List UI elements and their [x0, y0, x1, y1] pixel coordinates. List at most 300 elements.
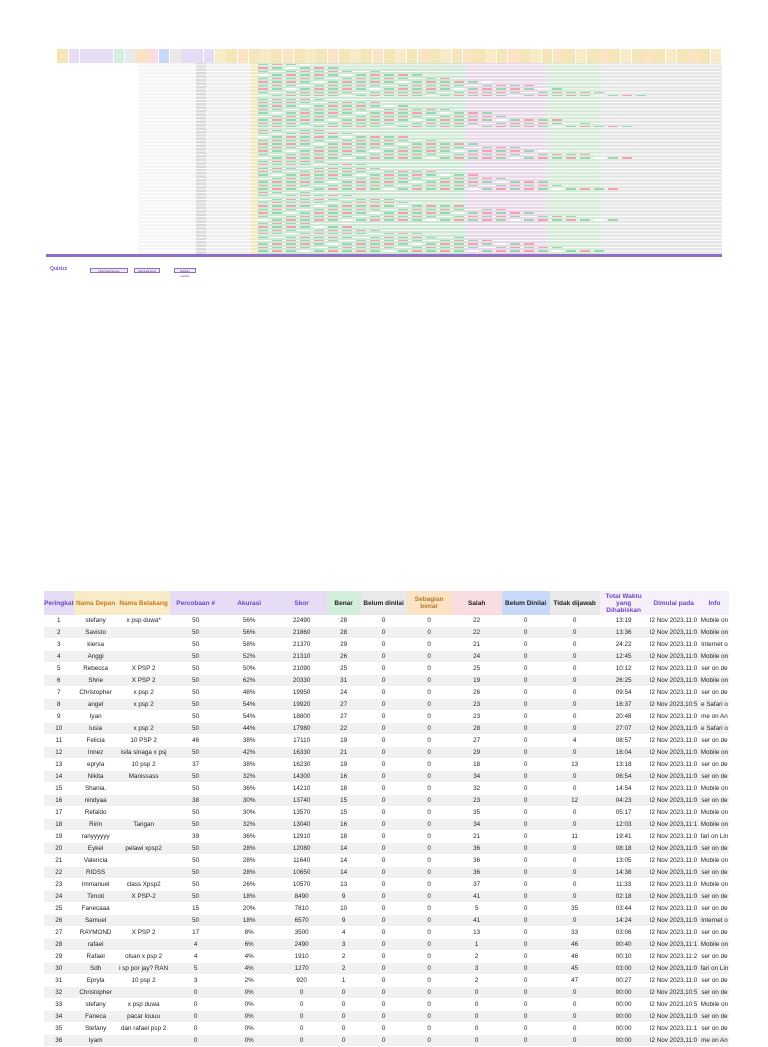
cell-accuracy: 58%: [222, 639, 277, 651]
mini-cell-fill: [482, 209, 492, 210]
mini-cell-fill: [356, 174, 366, 175]
mini-cell-fill: [342, 74, 352, 75]
table-row[interactable]: [44, 1011, 729, 1023]
mini-cell-fill: [440, 237, 450, 238]
mini-cell-fill: [356, 143, 366, 144]
table-row[interactable]: [44, 675, 729, 687]
cell-accuracy: 0%: [222, 1011, 277, 1023]
cell-rank: 18: [44, 819, 74, 831]
mini-cell-fill: [258, 216, 268, 217]
table-row[interactable]: [44, 831, 729, 843]
cell-ungraded: 0: [361, 699, 407, 711]
mini-cell-fill: [538, 157, 548, 158]
mini-cell-fill: [300, 209, 310, 210]
col-header-partial[interactable]: Sebagian benar: [407, 591, 452, 615]
mini-cell-fill: [468, 126, 478, 127]
mini-cell-fill: [370, 81, 380, 82]
cell-incorrect: 19: [452, 675, 502, 687]
table-row[interactable]: [44, 795, 729, 807]
col-header-correct[interactable]: Benar: [327, 591, 361, 615]
mini-cell-fill: [356, 157, 366, 158]
cell-unanswered: 0: [550, 711, 600, 723]
mini-cell-fill: [356, 150, 366, 151]
table-row[interactable]: [44, 747, 729, 759]
table-row[interactable]: [44, 639, 729, 651]
cell-score: 3500: [277, 927, 327, 939]
mini-cell-fill: [286, 195, 296, 196]
col-header-ungraded-2[interactable]: Belum Dinilai: [502, 591, 550, 615]
cell-info: Mobile on: [700, 747, 730, 759]
table-row[interactable]: [44, 723, 729, 735]
cell-started-at: l2 Nov 2023,11:0: [648, 963, 700, 975]
cell-accuracy: 28%: [222, 855, 277, 867]
mini-cell-fill: [328, 95, 338, 96]
mini-cell-fill: [342, 226, 352, 227]
mini-cell-fill: [356, 243, 366, 244]
table-row[interactable]: [44, 843, 729, 855]
mini-cell-fill: [272, 192, 282, 193]
cell-score: 0: [277, 1035, 327, 1047]
mini-cell-fill: [454, 157, 464, 158]
cell-rank: 22: [44, 867, 74, 879]
mini-cell-fill: [300, 240, 310, 241]
table-row[interactable]: [44, 939, 729, 951]
mini-cell-fill: [426, 143, 436, 144]
table-row[interactable]: [44, 855, 729, 867]
mini-cell-fill: [412, 247, 422, 248]
mini-cell-fill: [384, 243, 394, 244]
mini-cell-fill: [314, 88, 324, 89]
mini-cell-fill: [370, 92, 380, 93]
cell-accuracy: 18%: [222, 915, 277, 927]
cell-score: 0: [277, 999, 327, 1011]
mini-cell-fill: [398, 205, 408, 206]
mini-cell-fill: [258, 143, 268, 144]
mini-cell-fill: [440, 85, 450, 86]
col-header-unanswered[interactable]: Tidak dijawab: [550, 591, 600, 615]
cell-incorrect: 34: [452, 771, 502, 783]
table-row[interactable]: [44, 771, 729, 783]
cell-attempt: 50: [170, 747, 222, 759]
mini-cell-fill: [398, 136, 408, 137]
cell-info: ser on de: [700, 795, 730, 807]
mini-cell-fill: [510, 250, 520, 251]
cell-ungraded: 0: [361, 747, 407, 759]
cell-accuracy: 36%: [222, 831, 277, 843]
mini-cell-fill: [454, 154, 464, 155]
mini-cell-fill: [286, 205, 296, 206]
table-row[interactable]: [44, 951, 729, 963]
mini-cell-fill: [258, 230, 268, 231]
cell-attempt: 50: [170, 855, 222, 867]
mini-cell-fill: [314, 85, 324, 86]
mini-cell-fill: [552, 119, 562, 120]
mini-cell-fill: [272, 67, 282, 68]
mini-cell-fill: [356, 233, 366, 234]
mini-cell-fill: [300, 202, 310, 203]
mini-cell-fill: [286, 174, 296, 175]
col-header-info[interactable]: Info: [700, 591, 730, 615]
cell-started-at: l2 Nov 2023,11:1: [648, 819, 700, 831]
cell-incorrect: 1: [452, 939, 502, 951]
mini-cell-fill: [412, 112, 422, 113]
table-row[interactable]: [44, 1035, 729, 1047]
mini-cell-fill: [272, 78, 282, 79]
table-row[interactable]: [44, 699, 729, 711]
mini-cell-fill: [370, 157, 380, 158]
cell-correct: 15: [327, 807, 361, 819]
cell-score: 17980: [277, 723, 327, 735]
cell-rank: 17: [44, 807, 74, 819]
cell-incorrect: 35: [452, 807, 502, 819]
col-header-started-at[interactable]: Dimulai pada: [648, 591, 700, 615]
col-header-first-name[interactable]: Nama Depan: [74, 591, 118, 615]
cell-rank: 31: [44, 975, 74, 987]
mini-cell-fill: [356, 71, 366, 72]
cell-last-name: x psp duwa: [118, 999, 170, 1011]
col-header-rank[interactable]: Peringkat: [44, 591, 74, 615]
cell-accuracy: 36%: [222, 783, 277, 795]
mini-cell-fill: [524, 216, 534, 217]
cell-incorrect: 34: [452, 819, 502, 831]
mini-cell-fill: [468, 143, 478, 144]
mini-cell-fill: [384, 74, 394, 75]
cell-unanswered: 12: [550, 795, 600, 807]
mini-cell-fill: [398, 85, 408, 86]
mini-cell-fill: [510, 188, 520, 189]
table-row[interactable]: [44, 711, 729, 723]
mini-cell-fill: [328, 240, 338, 241]
mini-cell-fill: [524, 95, 534, 96]
table-row[interactable]: [44, 879, 729, 891]
mini-cell-fill: [426, 178, 436, 179]
mini-cell-fill: [342, 71, 352, 72]
mini-cell-fill: [510, 247, 520, 248]
mini-cell-fill: [454, 178, 464, 179]
col-header-incorrect[interactable]: Salah: [452, 591, 502, 615]
cell-last-name: [118, 915, 170, 927]
cell-total-time: 03:44: [600, 903, 648, 915]
mini-cell-fill: [286, 71, 296, 72]
mini-cell-fill: [314, 250, 324, 251]
cell-started-at: l2 Nov 2023,10:5: [648, 699, 700, 711]
mini-header-cell: [407, 49, 418, 63]
cell-incorrect: 18: [452, 759, 502, 771]
table-row[interactable]: [44, 867, 729, 879]
mini-cell-fill: [286, 185, 296, 186]
mini-cell-fill: [384, 178, 394, 179]
mini-cell-fill: [314, 150, 324, 151]
mini-cell-fill: [524, 212, 534, 213]
mini-cell-fill: [412, 181, 422, 182]
mini-cell-fill: [482, 112, 492, 113]
mini-cell-fill: [538, 150, 548, 151]
cell-score: 12910: [277, 831, 327, 843]
mini-cell-fill: [258, 64, 268, 65]
table-row[interactable]: [44, 999, 729, 1011]
mini-cell-fill: [426, 81, 436, 82]
cell-unanswered: 0: [550, 627, 600, 639]
cell-score: 6570: [277, 915, 327, 927]
cell-accuracy: 2%: [222, 975, 277, 987]
cell-info: ser on de: [700, 951, 730, 963]
mini-header-cell: [576, 49, 587, 63]
mini-cell-fill: [272, 164, 282, 165]
cell-attempt: 0: [170, 1011, 222, 1023]
mini-cell-fill: [314, 133, 324, 134]
mini-cell-fill: [286, 140, 296, 141]
mini-cell-fill: [342, 133, 352, 134]
cell-unanswered: 46: [550, 951, 600, 963]
table-row[interactable]: [44, 819, 729, 831]
mini-cell-fill: [370, 102, 380, 103]
mini-cell-fill: [510, 150, 520, 151]
cell-ungraded: 0: [361, 675, 407, 687]
cell-incorrect: 3: [452, 963, 502, 975]
table-row[interactable]: [44, 735, 729, 747]
mini-cell-fill: [524, 250, 534, 251]
table-row[interactable]: [44, 903, 729, 915]
cell-partial: 0: [407, 759, 452, 771]
mini-cell-fill: [482, 157, 492, 158]
mini-cell-fill: [454, 188, 464, 189]
mini-header-cell: [440, 49, 451, 63]
mini-cell-fill: [328, 143, 338, 144]
table-row[interactable]: [44, 663, 729, 675]
cell-ungraded: 0: [361, 783, 407, 795]
mini-header-cell: [666, 49, 677, 63]
mini-cell-fill: [384, 237, 394, 238]
mini-cell-fill: [440, 185, 450, 186]
mini-cell-fill: [314, 161, 324, 162]
mini-cell-fill: [286, 209, 296, 210]
mini-cell-fill: [258, 195, 268, 196]
table-row[interactable]: [44, 1023, 729, 1035]
mini-header-cell: [711, 49, 722, 63]
mini-cell-fill: [342, 185, 352, 186]
mini-cell-fill: [272, 237, 282, 238]
mini-cell-fill: [426, 140, 436, 141]
mini-cell-fill: [314, 78, 324, 79]
share-button[interactable]: Bagikan Laporan: [174, 268, 196, 273]
cell-partial: 0: [407, 855, 452, 867]
cell-rank: 36: [44, 1035, 74, 1047]
cell-partial: 0: [407, 783, 452, 795]
mini-header-cell: [181, 49, 192, 63]
mini-cell-fill: [538, 247, 548, 248]
table-row[interactable]: [44, 615, 729, 627]
mini-cell-fill: [272, 81, 282, 82]
mini-cell-fill: [300, 116, 310, 117]
mini-cell-fill: [566, 95, 576, 96]
mini-cell-fill: [300, 223, 310, 224]
cell-accuracy: 54%: [222, 699, 277, 711]
mini-cell-fill: [426, 181, 436, 182]
mini-cell-fill: [524, 123, 534, 124]
table-row[interactable]: [44, 783, 729, 795]
mini-cell-fill: [384, 202, 394, 203]
mini-cell-fill: [272, 99, 282, 100]
mini-cell-fill: [608, 126, 618, 127]
cell-unanswered: 0: [550, 651, 600, 663]
cell-started-at: l2 Nov 2023,11:0: [648, 855, 700, 867]
cell-rank: 23: [44, 879, 74, 891]
cell-unanswered: 0: [550, 1035, 600, 1047]
mini-cell-fill: [538, 185, 548, 186]
mini-cell-fill: [412, 119, 422, 120]
mini-cell-fill: [440, 150, 450, 151]
mini-cell-fill: [300, 74, 310, 75]
cell-ungraded: 0: [361, 723, 407, 735]
cell-total-time: 09:54: [600, 687, 648, 699]
cell-ungraded: 0: [361, 939, 407, 951]
cell-last-name: [118, 711, 170, 723]
mini-cell-fill: [272, 95, 282, 96]
mini-cell-fill: [286, 95, 296, 96]
mini-cell-fill: [552, 188, 562, 189]
mini-header-cell: [226, 49, 237, 63]
mini-cell-fill: [412, 188, 422, 189]
mini-cell-fill: [342, 157, 352, 158]
mini-cell-fill: [272, 102, 282, 103]
mini-cell-fill: [272, 171, 282, 172]
table-row[interactable]: [44, 687, 729, 699]
mini-cell-fill: [510, 126, 520, 127]
download-button[interactable]: Download Excel: [134, 268, 160, 273]
table-row[interactable]: [44, 927, 729, 939]
mini-cell-fill: [272, 71, 282, 72]
table-row[interactable]: [44, 963, 729, 975]
cell-unanswered: 0: [550, 663, 600, 675]
cell-first-name: Savisto: [74, 627, 118, 639]
cell-ungraded-2: 0: [502, 879, 550, 891]
mini-cell-fill: [482, 81, 492, 82]
mini-cell-fill: [370, 154, 380, 155]
cell-incorrect: 2: [452, 951, 502, 963]
mini-cell-fill: [398, 74, 408, 75]
cell-attempt: 4: [170, 951, 222, 963]
cell-rank: 14: [44, 771, 74, 783]
mini-cell-fill: [314, 116, 324, 117]
mini-cell-fill: [496, 92, 506, 93]
mini-cell-fill: [440, 188, 450, 189]
cell-unanswered: 13: [550, 759, 600, 771]
mini-cell-fill: [468, 116, 478, 117]
mini-cell-fill: [300, 92, 310, 93]
mini-cell-fill: [370, 150, 380, 151]
table-row[interactable]: [44, 759, 729, 771]
cell-accuracy: 42%: [222, 747, 277, 759]
mini-cell-fill: [524, 150, 534, 151]
cell-attempt: 0: [170, 987, 222, 999]
mini-cell-fill: [370, 188, 380, 189]
table-row[interactable]: [44, 807, 729, 819]
mini-cell-fill: [482, 212, 492, 213]
mini-cell-fill: [370, 205, 380, 206]
cell-ungraded-2: 0: [502, 735, 550, 747]
mini-cell-fill: [258, 168, 268, 169]
mini-cell-fill: [314, 99, 324, 100]
mini-cell-fill: [356, 92, 366, 93]
mini-cell-fill: [258, 192, 268, 193]
cell-info: ser on de: [700, 867, 730, 879]
mini-cell-fill: [356, 219, 366, 220]
cell-unanswered: 0: [550, 783, 600, 795]
mini-cell-fill: [342, 230, 352, 231]
mini-cell-fill: [300, 199, 310, 200]
table-row[interactable]: [44, 891, 729, 903]
col-header-score[interactable]: Skor: [277, 591, 327, 615]
cell-ungraded-2: 0: [502, 927, 550, 939]
mini-cell-fill: [398, 209, 408, 210]
table-row[interactable]: [44, 627, 729, 639]
col-header-attempt[interactable]: Percobaan #: [170, 591, 222, 615]
cell-correct: 31: [327, 675, 361, 687]
mini-cell-fill: [594, 126, 604, 127]
mini-cell-fill: [328, 250, 338, 251]
cell-total-time: 08:18: [600, 843, 648, 855]
col-header-total-time[interactable]: Total Waktu yang Dihabiskan: [600, 591, 648, 615]
col-header-last-name[interactable]: Nama Belakang: [118, 591, 170, 615]
cell-accuracy: 0%: [222, 987, 277, 999]
mini-cell-fill: [454, 85, 464, 86]
mini-cell-fill: [258, 136, 268, 137]
mini-cell-fill: [468, 188, 478, 189]
mini-cell-fill: [552, 219, 562, 220]
mini-cell-fill: [594, 219, 604, 220]
table-row[interactable]: [44, 975, 729, 987]
cell-incorrect: 22: [452, 627, 502, 639]
mini-cell-fill: [328, 67, 338, 68]
mini-cell-fill: [510, 119, 520, 120]
mini-cell-fill: [370, 178, 380, 179]
table-row[interactable]: [44, 915, 729, 927]
col-header-ungraded[interactable]: Belum dinilai: [361, 591, 407, 615]
mini-cell-fill: [314, 147, 324, 148]
cell-partial: 0: [407, 795, 452, 807]
mini-cell-fill: [454, 95, 464, 96]
table-row[interactable]: [44, 651, 729, 663]
mini-cell-fill: [286, 168, 296, 169]
cell-partial: 0: [407, 747, 452, 759]
mini-cell-fill: [342, 164, 352, 165]
cell-ungraded-2: 0: [502, 711, 550, 723]
cell-attempt: 50: [170, 807, 222, 819]
table-row[interactable]: [44, 987, 729, 999]
mini-cell-fill: [468, 85, 478, 86]
mini-cell-fill: [440, 157, 450, 158]
cell-last-name: i sp por jay? RAN: [118, 963, 170, 975]
mini-header-cell: [677, 49, 688, 63]
mini-cell-fill: [398, 202, 408, 203]
view-report-button[interactable]: Lihat detail laporan: [90, 268, 128, 273]
cell-info: me on An: [700, 711, 730, 723]
mini-cell-fill: [412, 123, 422, 124]
mini-cell-fill: [398, 150, 408, 151]
mini-header-cell: [57, 49, 68, 63]
cell-ungraded: 0: [361, 963, 407, 975]
mini-cell-fill: [356, 147, 366, 148]
cell-info: ser on de: [700, 903, 730, 915]
cell-last-name: x psp 2: [118, 687, 170, 699]
col-header-accuracy[interactable]: Akurasi: [222, 591, 277, 615]
mini-cell-fill: [328, 154, 338, 155]
cell-ungraded-2: 0: [502, 675, 550, 687]
mini-cell-fill: [370, 116, 380, 117]
cell-info: Mobile on: [700, 615, 730, 627]
mini-cell-fill: [314, 81, 324, 82]
mini-header-cell: [215, 49, 226, 63]
